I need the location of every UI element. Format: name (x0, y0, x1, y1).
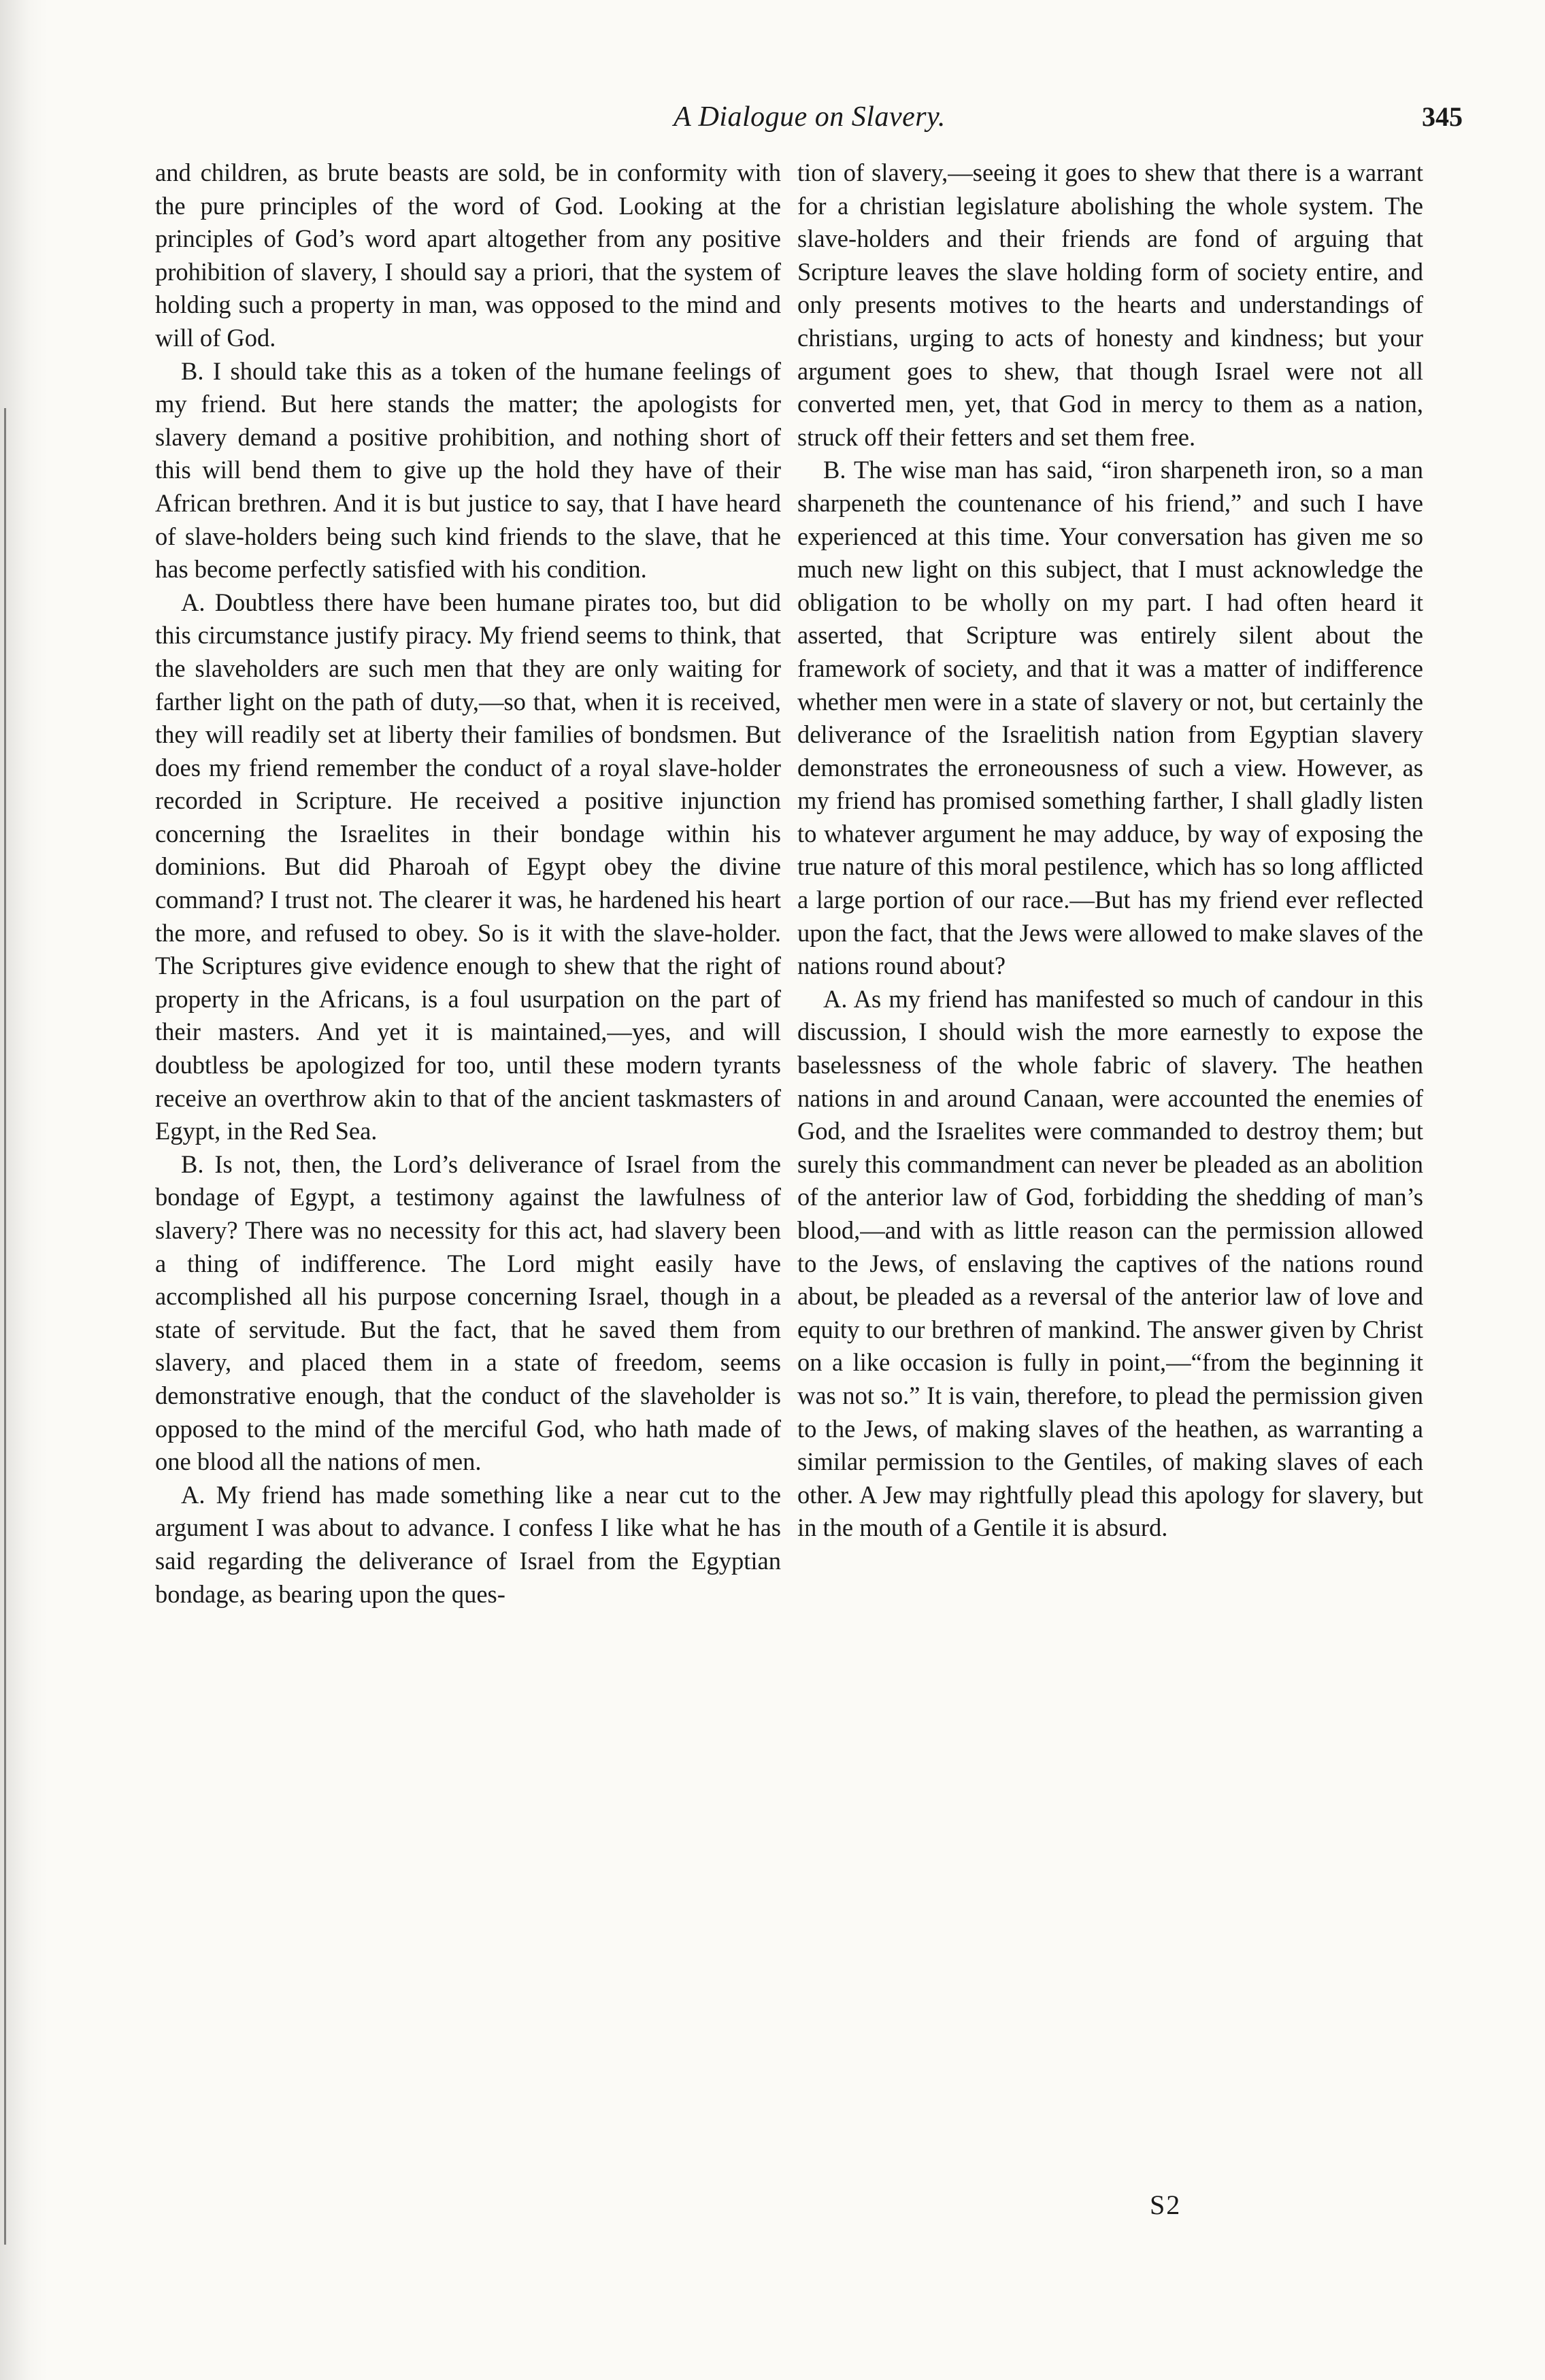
paragraph: B. The wise man has said, “iron sharpeneth iron, so a man sharpeneth the countenance of his friend,” and such I have experienced at this time. Your conversation has given me so much new light on this subject, that I must acknowledge the obligation to be wholly on my part. I had often heard it asserted, that Scripture was entirely silent about the framework of society, and that it was a matter of indifference whether men were in a state of slavery or not, but certainly the deliverance of the Israelitish nation from Egyptian slavery demonstrates the erroneousness of such a view. However, as my friend has promised something farther, I shall gladly listen to whatever argument he may adduce, by way of exposing the true nature of this moral pestilence, which has so long afflicted a large portion of our race.—But has my friend ever reflected upon the fact, that the Jews were allowed to make slaves of the nations round about? (797, 456, 1423, 980)
page-number: 345 (1422, 101, 1463, 132)
running-title: A Dialogue on Slavery. (674, 101, 946, 133)
running-head (156, 101, 1463, 141)
paragraph: B. I should take this as a token of the humane feelings of my friend. But here stands the matter; the apologists for slavery demand a positive prohibition, and nothing short of this will bend them to give up the hold they have of their African brethren. And it is but justice to say, that I have heard of slave-holders being such kind friends to the slave, that he has become perfectly satisfied with his condition. (155, 356, 781, 584)
signature-mark: S2 (1150, 2190, 1182, 2220)
binding-shadow (0, 0, 48, 2380)
paragraph: A. Doubtless there have been humane pirates too, but did this circumstance justify piracy. My friend seems to think, that the slaveholders are such men that they are only waiting for farther light on the path of duty,—so that, when it is received, they will readily set at liberty their families of bondsmen. But does my friend remember the conduct of a royal slave-holder recorded in Scripture. He received a positive injunction concerning the Israelites in their bondage within his dominions. But did Pharoah of Egypt obey the divine command? I trust not. The clearer it was, he hardened his heart the more, and refused to obey. So is it with the slave-holder. The Scriptures give evidence enough to shew that the right of property in the Africans, is a foul usurpation on the part of their masters. And yet it is maintained,—yes, and will doubtless be apologized for too, until these modern tyrants receive an overthrow akin to that of the ancient taskmasters of Egypt, in the Red Sea. (155, 588, 781, 1145)
right-column (797, 156, 1423, 1545)
paragraph: A. My friend has made something like a near cut to the argument I was about to advance. I confess I like what he has said regarding the deliverance of Israel from the Egyptian bondage, as bearing upon the ques- (155, 1480, 781, 1608)
binding-edge-mark (4, 408, 6, 2245)
paragraph: tion of slavery,—seeing it goes to shew that there is a warrant for a christian legislature abolishing the whole system. The slave-holders and their friends are fond of arguing that Scripture leaves the slave holding form of society entire, and only presents motives to the hearts and understandings of christians, urging to acts of honesty and kindness; but your argument goes to shew, that though Israel were not all converted men, yet, that God in mercy to them as a nation, struck off their fetters and set them free. (797, 158, 1423, 451)
paragraph: B. Is not, then, the Lord’s deliverance of Israel from the bondage of Egypt, a testimony against the lawfulness of slavery? There was no necessity for this act, had slavery been a thing of indifference. The Lord might easily have accomplished all his purpose concerning Israel, though in a state of servitude. But the fact, that he saved them from slavery, and placed them in a state of freedom, seems demonstrative enough, that the conduct of the slaveholder is opposed to the mind of the merciful God, who hath made of one blood all the nations of men. (155, 1150, 781, 1476)
left-column (155, 156, 781, 1611)
paragraph: A. As my friend has manifested so much of candour in this discussion, I should wish the more earnestly to expose the baselessness of the whole fabric of slavery. The heathen nations in and around Canaan, were accounted the enemies of God, and the Israelites were commanded to destroy them; but surely this commandment can never be pleaded as an abolition of the anterior law of God, forbidding the shedding of man’s blood,—and with as little reason can the permission allowed to the Jews, of enslaving the captives of the nations round about, be pleaded as a reversal of the anterior law of love and equity to our brethren of mankind. The answer given by Christ on a like occasion is fully in point,—“from the beginning it was not so.” It is vain, therefore, to plead the permission given to the Jews, of making slaves of the heathen, as warranting a similar permission to the Gentiles, of making slaves of each other. A Jew may rightfully plead this apology for slavery, but in the mouth of a Gentile it is absurd. (797, 984, 1423, 1542)
paragraph: and children, as brute beasts are sold, be in conformity with the pure principles of the word of God. Looking at the principles of God’s word apart altogether from any positive prohibition of slavery, I should say a priori, that the system of holding such a property in man, was opposed to the mind and will of God. (155, 158, 781, 352)
